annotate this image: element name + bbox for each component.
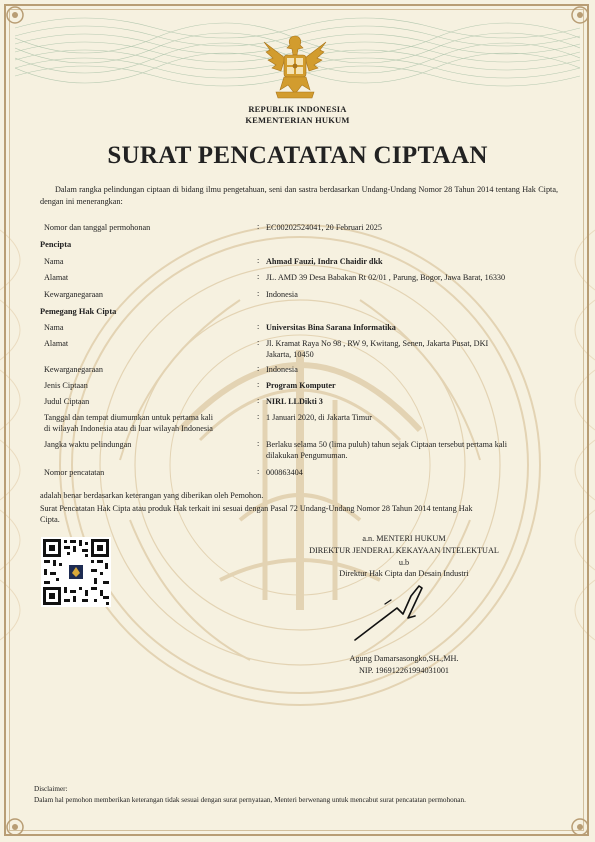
colon: : — [257, 322, 260, 331]
closing-line1: adalah benar berdasarkan keterangan yang diberikan oleh Pemohon. — [40, 491, 264, 500]
work-title-label: Judul Ciptaan — [44, 397, 90, 406]
signatory-nip: NIP. 196912261994031001 — [358, 666, 450, 675]
signatory-name: Agung Damarsasongko,SH.,MH. — [349, 654, 459, 663]
header-country: REPUBLIK INDONESIA — [248, 104, 347, 114]
colon: : — [257, 412, 260, 421]
holder-address-line2: Jakarta, 10450 — [266, 350, 314, 359]
protection-term-line1: Berlaku selama 50 (lima puluh) tahun sejak Ciptaan tersebut pertama kali — [266, 440, 507, 449]
application-value: EC00202524041, 20 Februari 2025 — [266, 223, 382, 232]
colon: : — [257, 467, 260, 476]
closing-line2: Surat Pencatatan Hak Cipta atau produk Hak terkait ini sesuai dengan Pasal 72 Undang-Undang Nomor 28 Tahun 2014 tentang Hak — [40, 504, 473, 513]
holder-address-line1: Jl. Kramat Raya No 98 , RW 9, Kwitang, Senen, Jakarta Pusat, DKI — [266, 339, 489, 348]
colon: : — [257, 222, 260, 231]
creator-heading: Pencipta — [40, 240, 72, 249]
holder-name-value: Universitas Bina Sarana Informatika — [266, 323, 396, 332]
creator-address-label: Alamat — [44, 273, 69, 282]
corner-ornament — [4, 816, 26, 838]
disclaimer-heading: Disclaimer: — [34, 785, 68, 793]
colon: : — [257, 380, 260, 389]
signature-line4: Direktur Hak Cipta dan Desain Industri — [339, 569, 469, 578]
creator-address-value: JL. AMD 39 Desa Babakan Rt 02/01 , Parung, Bogor, Jawa Barat, 16330 — [266, 273, 506, 282]
corner-ornament — [569, 816, 591, 838]
intro-paragraph: Dalam rangka pelindungan ciptaan di bidang ilmu pengetahuan, seni dan sastra berdasarkan Undang-Undang Nomor 28 Tahun 2014 tentang Hak Cipta, dengan ini menerangkan: — [40, 185, 558, 206]
corner-ornament — [569, 4, 591, 26]
document-title: SURAT PENCATATAN CIPTAAN — [107, 142, 488, 169]
application-label: Nomor dan tanggal permohonan — [44, 223, 151, 232]
handwritten-signature — [345, 578, 455, 648]
garuda-emblem — [256, 28, 334, 106]
holder-citizenship-label: Kewarganegaraan — [44, 365, 103, 374]
signature-line2: DIREKTUR JENDERAL KEKAYAAN INTELEKTUAL — [309, 546, 499, 555]
colon: : — [257, 396, 260, 405]
record-number-value: 000863404 — [266, 468, 303, 477]
work-title-value: NIRL LLDikti 3 — [266, 397, 323, 406]
colon: : — [257, 338, 260, 347]
protection-term-line2: dilakukan Pengumuman. — [266, 451, 348, 460]
publication-date-label-2: di wilayah Indonesia atau di luar wilayah Indonesia — [44, 424, 213, 433]
colon: : — [257, 289, 260, 298]
closing-line3: Cipta. — [40, 515, 60, 524]
work-type-label: Jenis Ciptaan — [44, 381, 88, 390]
creator-citizenship-label: Kewarganegaraan — [44, 290, 103, 299]
holder-heading: Pemegang Hak Cipta — [40, 307, 117, 316]
holder-address-label: Alamat — [44, 339, 69, 348]
corner-ornament — [4, 4, 26, 26]
creator-citizenship-value: Indonesia — [266, 290, 298, 299]
publication-date-value: 1 Januari 2020, di Jakarta Timur — [266, 413, 372, 422]
signature-line1: a.n. MENTERI HUKUM — [362, 534, 446, 543]
creator-name-value: Ahmad Fauzi, Indra Chaidir dkk — [266, 257, 383, 266]
colon: : — [257, 364, 260, 373]
colon: : — [257, 256, 260, 265]
work-type-value: Program Komputer — [266, 381, 336, 390]
signature-line3: u.b — [398, 558, 410, 567]
qr-code — [41, 537, 111, 607]
colon: : — [257, 439, 260, 448]
record-number-label: Nomor pencatatan — [44, 468, 105, 477]
holder-citizenship-value: Indonesia — [266, 365, 298, 374]
creator-name-label: Nama — [44, 257, 64, 266]
header-ministry: KEMENTERIAN HUKUM — [245, 115, 350, 125]
holder-name-label: Nama — [44, 323, 64, 332]
colon: : — [257, 272, 260, 281]
disclaimer-text: Dalam hal pemohon memberikan keterangan tidak sesuai dengan surat pernyataan, Menteri berwenang untuk mencabut surat pencatatan permohonan. — [34, 796, 466, 804]
protection-term-label: Jangka waktu pelindungan — [44, 440, 132, 449]
publication-date-label-1: Tanggal dan tempat diumumkan untuk pertama kali — [44, 413, 214, 422]
